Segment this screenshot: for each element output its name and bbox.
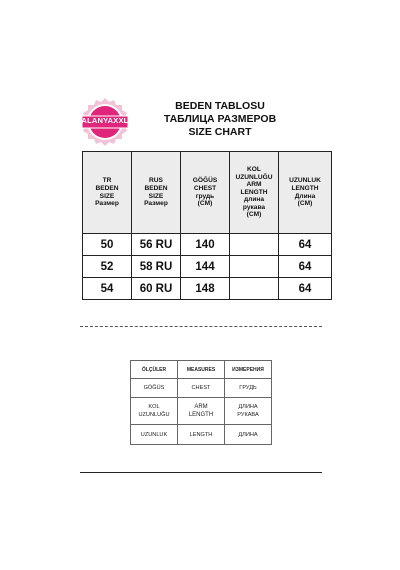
legend-header [131,361,272,379]
cell-chest: 140 [181,234,230,256]
table-row [83,234,332,256]
cell-rus-size: 60 RU [132,278,181,300]
legend-cell: KOL UZUNLUĞU [131,398,178,425]
header-rus-size: RUS BEDEN SIZE Размер [132,152,181,234]
header-tr-size: TR BEDEN SIZE Размер [83,152,132,234]
legend-cell: ДЛИНА РУКАВА [225,398,272,425]
bottom-divider [80,472,322,473]
legend-cell: CHEST [178,379,225,398]
table-row [131,379,272,398]
cell-tr-size: 54 [83,278,132,300]
cell-rus-size: 56 RU [132,234,181,256]
cell-rus-size: 58 RU [132,256,181,278]
legend-cell: ДЛИНА [225,425,272,445]
table-row [131,398,272,425]
cell-arm-length [230,256,279,278]
header-length: UZUNLUK LENGTH Длина (CM) [279,152,332,234]
legend-header-tr: ÖLÇÜLER [131,361,178,379]
cell-arm-length [230,278,279,300]
legend-cell: GÖĞÜS [131,379,178,398]
legend-cell: ГРУДЬ [225,379,272,398]
table-row [83,278,332,300]
table-row [131,425,272,445]
legend-header-ru: ИЗМЕРЕНИЯ [225,361,272,379]
header-arm-length: KOL UZUNLUĞU ARM LENGTH длина рукава (CM) [230,152,279,234]
legend-header-en: MEASURES [178,361,225,379]
cell-length: 64 [279,256,332,278]
cell-length: 64 [279,234,332,256]
title-tr: BEDEN TABLOSU [175,100,265,112]
cell-tr-size: 50 [83,234,132,256]
title-ru: ТАБЛИЦА РАЗМЕРОВ [163,113,277,125]
title-en: SIZE CHART [188,126,252,138]
chart-titles [140,100,300,139]
measures-legend-table [130,360,272,445]
cell-length: 64 [279,278,332,300]
cell-chest: 148 [181,278,230,300]
table-row [83,256,332,278]
legend-cell: ARM LENGTH [178,398,225,425]
cell-tr-size: 52 [83,256,132,278]
brand-name: ALANYAXXL [81,116,129,125]
size-table-header [83,152,332,234]
legend-cell: UZUNLUK [131,425,178,445]
dashed-divider [80,326,322,327]
legend-cell: LENGTH [178,425,225,445]
size-table [82,151,332,300]
cell-chest: 144 [181,256,230,278]
header-chest: GÖĞÜS CHEST грудь (CM) [181,152,230,234]
cell-arm-length [230,234,279,256]
